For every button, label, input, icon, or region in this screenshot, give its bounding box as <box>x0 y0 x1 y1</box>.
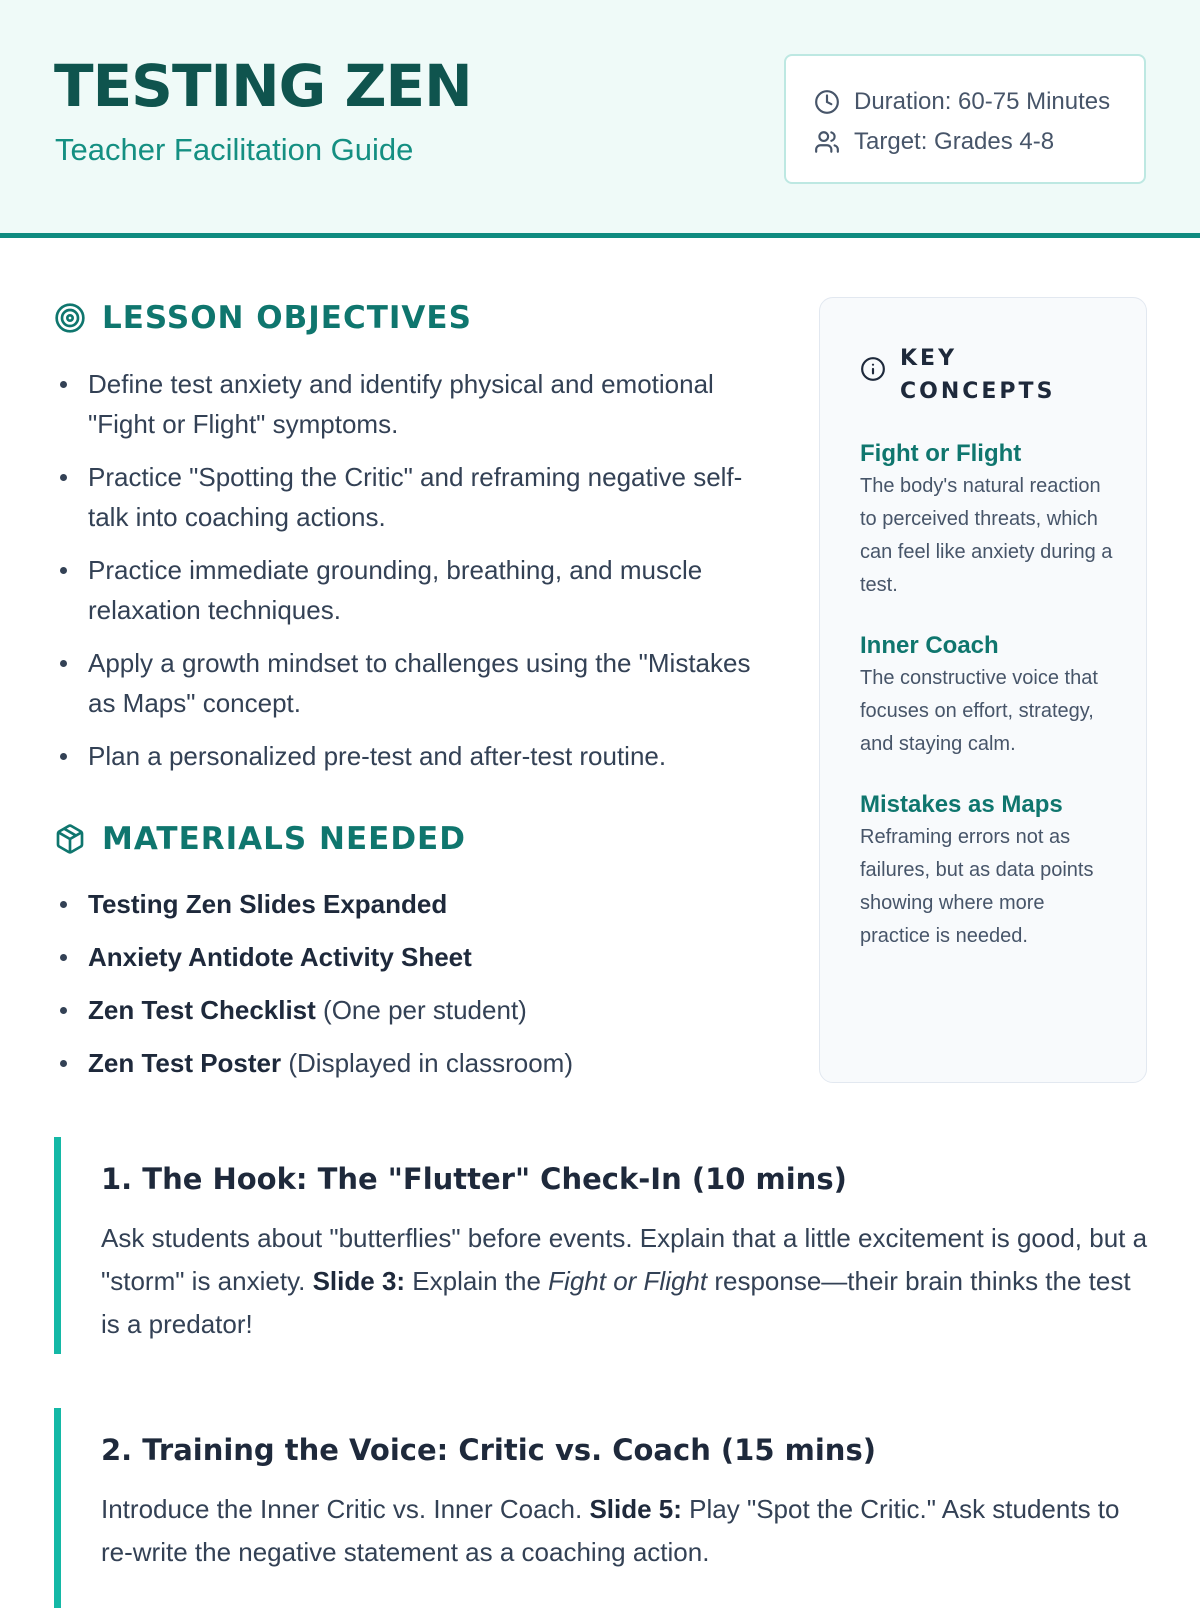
step-body <box>101 1217 1148 1346</box>
step-text: Introduce the Inner Critic vs. Inner Coach. <box>101 1494 590 1524</box>
materials-heading-label: MATERIALS NEEDED <box>102 821 466 857</box>
material-name: Testing Zen Slides Expanded <box>88 889 448 919</box>
page-subtitle: Teacher Facilitation Guide <box>55 132 414 167</box>
material-name: Zen Test Poster <box>88 1048 282 1078</box>
step-title: 2. Training the Voice: Critic vs. Coach (15 mins) <box>101 1433 876 1467</box>
objectives-heading-label: LESSON OBJECTIVES <box>102 300 472 336</box>
material-name: Zen Test Checklist <box>88 995 316 1025</box>
lesson-meta-box <box>784 54 1146 184</box>
concept-item <box>860 438 1116 602</box>
material-note: (Displayed in classroom) <box>288 1048 574 1078</box>
list-item <box>54 990 774 1030</box>
users-icon <box>814 129 840 155</box>
concept-item <box>860 630 1116 761</box>
objectives-heading <box>54 300 472 336</box>
concept-item <box>860 789 1116 953</box>
target-icon <box>54 302 86 334</box>
list-item: Define test anxiety and identify physical and emotional "Fight or Flight" symptoms. <box>54 364 774 444</box>
step-body <box>101 1488 1148 1574</box>
material-note: (One per student) <box>323 995 527 1025</box>
list-item <box>54 937 774 977</box>
step-text: Explain the <box>405 1266 549 1296</box>
concept-definition: Reframing errors not as failures, but as data points showing where more practice is needed. <box>860 826 1094 947</box>
list-item: Practice "Spotting the Critic" and reframing negative self-talk into coaching actions. <box>54 457 774 537</box>
key-concepts-panel <box>819 297 1147 1083</box>
step-text: Ask students about "butterflies" before events. Explain that a little excitement is good, but a "storm" is anxiety. <box>101 1223 1148 1296</box>
key-concepts-heading <box>860 342 1116 408</box>
slide-reference: Slide 3: <box>312 1266 406 1296</box>
step-title: 1. The Hook: The "Flutter" Check-In (10 mins) <box>101 1162 847 1196</box>
list-item: Apply a growth mindset to challenges using the "Mistakes as Maps" concept. <box>54 643 774 723</box>
concept-term: Mistakes as Maps <box>860 791 1063 818</box>
step-text: response—their brain thinks the test is a predator! <box>101 1266 1131 1339</box>
page-title: TESTING ZEN <box>54 52 472 120</box>
target-text: Target: Grades 4-8 <box>854 128 1055 155</box>
concept-term: Fight or Flight <box>860 440 1022 467</box>
info-icon <box>860 356 886 382</box>
duration-row <box>814 82 1144 122</box>
list-item <box>54 1043 774 1083</box>
step-text: Play "Spot the Critic." Ask students to re-write the negative statement as a coaching action. <box>101 1494 1120 1567</box>
target-row <box>814 122 1144 162</box>
concept-term: Inner Coach <box>860 632 999 659</box>
list-item: Plan a personalized pre-test and after-test routine. <box>54 736 774 776</box>
materials-heading <box>54 821 466 857</box>
materials-list <box>54 884 774 1096</box>
page-header <box>0 0 1200 238</box>
material-name: Anxiety Antidote Activity Sheet <box>88 942 472 972</box>
list-item: Practice immediate grounding, breathing, and muscle relaxation techniques. <box>54 550 774 630</box>
clock-icon <box>814 89 840 115</box>
key-concepts-heading-label: KEY CONCEPTS <box>900 346 1056 404</box>
concept-definition: The body's natural reaction to perceived threats, which can feel like anxiety during a test. <box>860 475 1113 596</box>
lesson-step-1 <box>54 1137 1148 1354</box>
step-emphasis: Fight or Flight <box>548 1266 708 1296</box>
slide-reference: Slide 5: <box>589 1494 682 1524</box>
objectives-list <box>54 364 774 789</box>
lesson-step-2 <box>54 1408 1148 1608</box>
list-item <box>54 884 774 924</box>
concept-definition: The constructive voice that focuses on effort, strategy, and staying calm. <box>860 667 1098 755</box>
package-icon <box>54 823 86 855</box>
duration-text: Duration: 60-75 Minutes <box>854 88 1111 115</box>
